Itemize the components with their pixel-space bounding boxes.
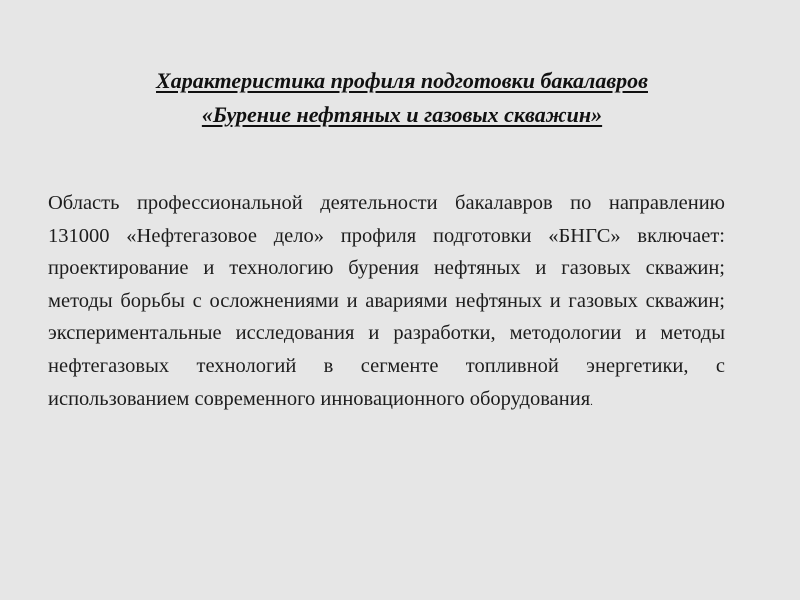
title-line-2: «Бурение нефтяных и газовых скважин» [201,102,603,127]
slide-title [40,64,764,132]
body-paragraph [48,187,725,418]
body-end-period: . [590,395,593,408]
body-text: Область профессиональной деятельности бакалавров по направлению 131000 «Нефтегазовое дело» профиля подготовки «БНГС» включает: проектирование и технологию бурения нефтяных и газовых скважин; методы борьбы с осложнениями и авариями нефтяных и газовых скважин; экспериментальные исследования и разработки, методологии и методы нефтегазовых технологий в сегменте топливной энергетики, с использованием современного инновационного оборудования [48,192,725,410]
title-line-1: Характеристика профиля подготовки бакалавров [156,68,648,93]
